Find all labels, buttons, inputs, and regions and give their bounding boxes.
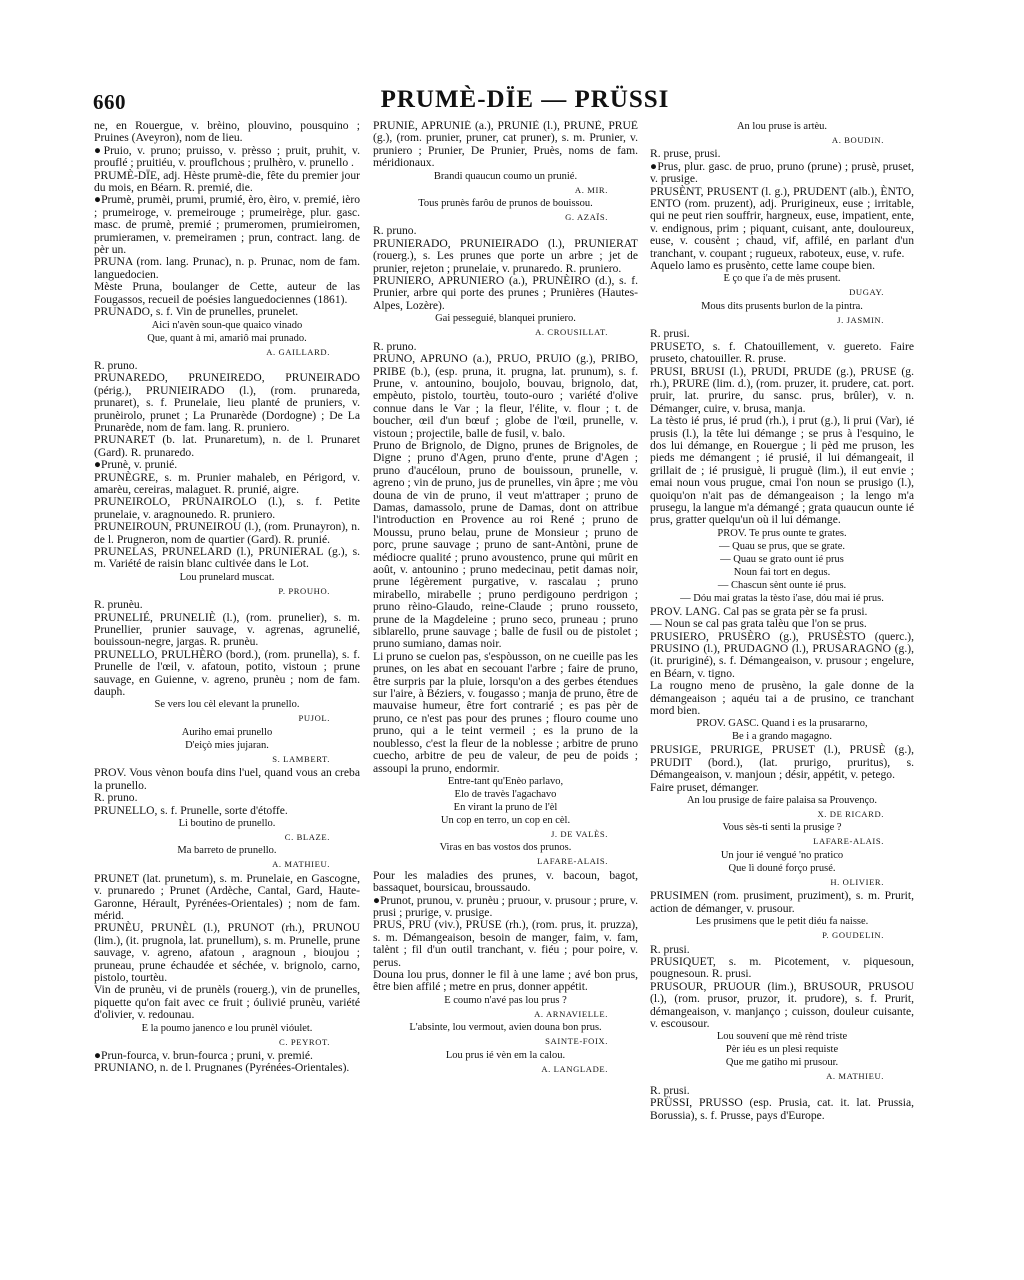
- entry-text: PRUNIANO, n. de l. Prugnanes (Pyrénées-Orientales).: [94, 1061, 350, 1075]
- quote-line: E la poumo janenco e lou prunèl vióulet.: [141, 1022, 313, 1034]
- quote-line: Tous prunès farôu de prunos de bouissou.: [418, 198, 593, 210]
- entry-text: La rougno meno de prusèno, la gale donne de la démangeaison ; aquéu tai a de prusino, ce tranchant mord bien.: [650, 679, 914, 718]
- entry-text: PRUSIMEN (rom. prusiment, pruziment), s. m. Prurit, action de démanger, v. prusour.: [650, 889, 914, 915]
- entry-text: R. prusi.: [650, 327, 690, 341]
- entry-text: PRUNIERO, APRUNIERO (a.), PRUNÈIRO (d.), s. f. Prunier, arbre qui porte des prunes ; Prunières (Hautes-Alpes, Lozère).: [373, 274, 638, 312]
- entry-text: ●Prunè, v. prunié.: [94, 458, 178, 472]
- entry-text: PRUNIERADO, PRUNIEIRADO (l.), PRUNIERAT (rouerg.), s. Les prunes que porte un arbre ; jet de prunier, rejeton ; prunelaie, v. prunaredo. R. pruniero.: [373, 236, 638, 275]
- quote-line: Que me gatiho mi prusour.: [725, 1057, 839, 1069]
- quote-line: Gai pesseguié, blanquei pruniero.: [435, 313, 576, 325]
- entry-text: PRUNADO, s. f. Vin de prunelles, prunelet.: [94, 305, 299, 319]
- quote-author: A. CROUSILLAT.: [535, 327, 608, 338]
- entry-text: R. pruno.: [94, 791, 138, 805]
- quote-line: Lou prunelard muscat.: [179, 571, 275, 583]
- entry-text: PRUNIÉ, APRUNIÉ (a.), PRUNIÈ (l.), PRUNÈ, PRUÈ (g.), (rom. prunier, pruner, cat pruner), s. m. Prunier, v. pruniero ; Prunier, De Prunier, Pruès, noms de fam. méridionaux.: [373, 120, 638, 170]
- entry-text: PRUNELLO, PRULHÈRO (bord.), (rom. prunella), s. f. Prunelle de l'œil, v. afatoun, potito, vistoun ; prune sauvage, en Guienne, v. agreno, prunèu ; nom de fam. dauph.: [94, 647, 360, 699]
- entry-text: PRUNO, APRUNO (a.), PRUO, PRUIO (g.), PRIBO, PRIBE (b.), (esp. pruna, it. prugna, lat. prunum), s. f. Prune, v. antounino, boujolo, bouvau, brignolo, dat, empèuto, pistolo, tourtèu, touto-ouro ; variété d'olive connue dans le Var ; la fleur, l'élite, v. flour ; t. de boucher, œil d'un bœuf ; globe de l'œil, prunelle, v. vistoun ; projectile, balle de fusil, v. balo.: [373, 352, 638, 440]
- quote-line: Lou prus ié vèn em la calou.: [445, 1049, 566, 1061]
- entry-text: PRUNA (rom. lang. Prunac), n. p. Prunac, nom de fam. languedocien.: [94, 255, 360, 281]
- quote-line: Que lì douné forço prusé.: [728, 862, 836, 874]
- quote-line: Un jour ié vengué 'no pratico: [720, 849, 844, 861]
- quote-line: — Dóu mai gratas la tèsto i'ase, dóu mai ié prus.: [680, 592, 884, 604]
- quote-author: P. GOUDELIN.: [822, 930, 884, 941]
- quote-line: E coumo n'avé pas lou prus ?: [444, 994, 567, 1006]
- entry-text: PRUSIERO, PRUSÈRO (g.), PRUSÈSTO (querc.), PRUSINO (l.), PRUDAGNO (l.), PRUSARAGNO (g.), (it. pruriginé), s. f. Démangeaison, v. prusour ; engelure, en Béarn, v. tigno.: [650, 629, 914, 680]
- quote-line: — Quau se grato ount ié prus: [720, 553, 844, 565]
- entry-text: Pruno de Brignolo, de Digno, prunes de Brignoles, de Digne ; pruno d'Agen, pruno d'ente, prune d'Agen ; pruno d'aucéloun, pruno de bouissoun, prunelle, v. agreno ; vin de pruno, jus de prunelles, vin âpre ; me vòu douna de vin de pruno, il veut m'attraper ; pruno de Damas, damassolo, prune de Damas, dont on attribue l'introduction en Provence au roi René ; pruno de Moussu, pruno belau, prune de Monsieur ; pruno de porc, prune sauvage ; pruno de sant-Antòni, prune de médiocre qualité ; pruno avoustenco, prune qui mûrit en août, v. antounino ; pruno medecinau, petit damas noir, prune légèrement purgative, v. rascalau ; pruno mirabello, mirabelle ; pruno perdigouno perdrigon ; pruno rèino-Glaudo, reine-Claude ; pruno rousseto, prune de la Magdeleine ; pruno seco, pruneau ; pruno siblarello, prune sauvage ; balle de fusil ou de pistolet ; pruno sumiano, damas noir.: [373, 438, 638, 651]
- entry-text: PRUNAREDO, PRUNEIREDO, PRUNEIRADO (périg.), PRUNIEIRADO (l.), (rom. prunareda, prunaret), s. f. Prunelaie, lieu planté de pruniers, v. prunèirolo, prunet ; La Prunarède (Dordogne) ; De La Prunarède, nom de fam. lang. R. pruniero.: [94, 371, 360, 434]
- entry-text: ●Prumè, prumèi, prumi, prumié, èro, èiro, v. premié, ièro ; prumeiroge, v. premeirouge ; prumeirège, plur. gasc. masc. de prumè, premié ; prumeromen, prumieiromen, prumieramen, v. premeiramen ; prun, contract. lang. de pèr un.: [94, 193, 360, 257]
- entry-text: PRUSIGE, PRURIGE, PRUSET (l.), PRUSÈ (g.), PRUDIT (bord.), (lat. prurigo, pruritus), s. Démangeaison, v. manjoun ; désir, appétit, v. petego.: [650, 743, 914, 782]
- quote-author: A. LANGLADE.: [541, 1063, 608, 1074]
- quote-line: Elo de travès l'agachavo: [454, 788, 557, 800]
- quote-author: P. PROUHO.: [278, 585, 330, 596]
- entry-text: ●Pruio, v. pruno; pruisso, v. prèsso ; pruit, pruhit, v. prouflé ; pruitiéu, v. prouflchous ; prulhèro, v. prunello .: [94, 143, 360, 170]
- entry-text: PRUSI, BRUSI (l.), PRUDI, PRUDE (g.), PRUSE (g. rh.), PRURE (lim. d.), (rom. pruzer, it. prudere, cat. port. pruir, lat. prurire, du sansc. prus, brûler), v. n. Démanger, cuire, v. brusa, manja.: [650, 364, 914, 415]
- quote-author: A. BOUDIN.: [831, 135, 884, 145]
- quote-author: SAINTE-FOIX.: [545, 1036, 608, 1047]
- quote-line: D'eiçò mies jujaran.: [185, 739, 269, 751]
- entry-text: La tèsto ié prus, ié prud (rh.), i prut (g.), li prui (Var), ié prusis (l.), la tête lui démange ; se prus à l'esquino, le dos lui démange, en Rouergue ; li pèd me pruson, les pieds me démangent ; ié prusié, il lui démangeait, il grillait de ; ié prusiguè, li pruguè (lim.), il eut envie ; emai noun vous prugue, cmai l'on noun se prusigo (l.), quoiqu'on n'ait pas de démangeaison ; la lengo m'a prusegu, la langue m'a démangé ; grata quaucun ounte ié prus, gratter quelqu'un où il lui démange.: [650, 414, 914, 527]
- entry-text: R. prusi.: [650, 942, 690, 956]
- quote-line: Lou souvení que mè rènd triste: [716, 1031, 848, 1043]
- entry-text: PRUNEIROUN, PRUNEIROU (l.), (rom. Prunayron), n. de l. Prugneron, nom de quartier (Gard). R. prunié.: [94, 520, 360, 546]
- quote-author: C. PEYROT.: [279, 1036, 330, 1047]
- entry-text: Mèste Pruna, boulanger de Cette, auteur de las Fougassos, recueil de poésies languedociennes (1861).: [94, 280, 360, 306]
- quote-author: S. LAMBERT.: [272, 753, 330, 764]
- quote-line: En virant la pruno de l'èl: [453, 801, 558, 813]
- quote-line: Li boutino de prunello.: [178, 817, 276, 829]
- quote-author: A. MIR.: [574, 184, 608, 195]
- quote-line: Pèr iéu es un plesi requiste: [725, 1044, 839, 1056]
- entry-text: PROV. Vous vènon boufa dins l'uel, quand vous an creba la prunello.: [94, 766, 360, 792]
- quote-line: Ma barreto de prunello.: [177, 845, 277, 857]
- entry-text: PRUNELLO, s. f. Prunelle, sorte d'étoffe.: [94, 803, 288, 817]
- entry-text: Li pruno se cuelon pas, s'espòusson, on ne cueille pas les prunes, on les abat en secouant l'arbre ; faire de pruno, être surpris par la pluie, lorsqu'on a des gerbes étendues sur l'aire, à Béziers, v. fougasso ; manja de pruno, être de mauvaise humeur, être fort contrarié ; es pas pèr de pruno, ce n'est pas pour des prunes ; flouro coume uno pruno, qui a le teint vermeil ; es la pruno de la noublesso, c'est la fleur de la noblesse ; arbitre de pruno cuecho, arbitre de peu de valeur, de peu de poids ; assoupi la pruno, endormir.: [373, 649, 638, 775]
- quote-author: A. GAILLARD.: [266, 346, 330, 357]
- entry-text: R. pruno.: [94, 358, 138, 372]
- entry-text: R. prusi.: [650, 1083, 690, 1097]
- quote-author: DUGAY.: [849, 287, 884, 298]
- entry-text: PRUNELIÉ, PRUNELIÈ (l.), (rom. prunelier), s. m. Prunellier, prunier sauvage, v. agrenas, agrunelié, bouissoun-negre, jargas. R. prunèu.: [94, 610, 360, 649]
- entry-text: PRUNÈGRE, s. m. Prunier mahaleb, en Périgord, v. amarèu, cereiras, malaguet. R. prunié, aigre.: [94, 470, 360, 496]
- entry-text: PRUSETO, s. f. Chatouillement, v. guereto. Faire pruseto, chatouiller. R. pruse.: [650, 339, 914, 366]
- entry-text: Douna lou prus, donner le fil à une lame ; avé bon prus, être bien affilé ; metre en prus, donner appétit.: [373, 967, 638, 994]
- entry-text: — Noun se cal pas grata talèu que l'on se prus.: [650, 617, 867, 631]
- quote-author: X. DE RICARD.: [817, 809, 884, 820]
- column-right: [650, 120, 914, 1230]
- quote-line: An lou pruse is artèu.: [736, 121, 828, 132]
- quote-author: A. ARNAVIELLE.: [534, 1008, 608, 1019]
- entry-text: PRUS, PRU (viv.), PRUSE (rh.), (rom. prus, it. pruzza), s. m. Démangeaison, besoin de manger, faim, v. fam, talènt ; fil d'un outil tranchant, v. fiéu ; pour poire, v. perus.: [373, 918, 638, 969]
- quote-author: J. JASMIN.: [837, 314, 884, 325]
- quote-author: LAFARE-ALAIS.: [537, 856, 608, 867]
- entry-text: Aquelo lamo es prusènto, cette lame coupe bien.: [650, 259, 876, 273]
- quote-line: Un cop en terro, un cop en cèl.: [440, 814, 571, 826]
- entry-text: PRUMÈ-DÏE, adj. Hèste prumè-die, fête du premier jour du mois, en Béarn. R. premié, die.: [94, 168, 360, 195]
- quote-line: Entre-tant qu'Enèo parlavo,: [447, 775, 564, 787]
- entry-text: ne, en Rouergue, v. brèino, plouvino, pousquino ; Pruines (Aveyron), nom de lieu.: [94, 120, 360, 145]
- quote-author: PUJOL.: [298, 713, 330, 724]
- quote-author: H. OLIVIER.: [830, 876, 884, 887]
- column-left: [94, 120, 360, 1230]
- entry-text: ●Prunot, prunou, v. prunèu ; pruour, v. prusour ; prure, v. prusi ; prurige, v. prusige.: [373, 893, 638, 919]
- quote-line: — Quau se prus, que se grate.: [719, 540, 845, 552]
- entry-text: PRUNELAS, PRUNELARD (l.), PRUNIERAL (g.), s. m. Variété de raisin blanc cultivée dans le Lot.: [94, 545, 360, 571]
- quote-author: J. DE VALÈS.: [550, 828, 608, 839]
- quote-line: Brandi quaucun coumo un prunié.: [433, 170, 578, 182]
- quote-line: Be i a grando magagno.: [731, 731, 832, 743]
- quote-line: — Chascun sènt ounte ié prus.: [717, 579, 847, 591]
- quote-line: Viras en bas vostos dos prunos.: [439, 842, 572, 854]
- entry-text: PRUNET (lat. prunetum), s. m. Prunelaie, en Gascogne, v. prunaredo ; Prunet (Ardèche, Cantal, Gard, Haute-Garonne, Hérault, Pyrénées-Orientales) ; nom de fam. mérid.: [94, 871, 360, 922]
- entry-text: ●Prus, plur. gasc. de pruo, pruno (prune) ; prusè, pruset, v. prusige.: [650, 159, 914, 186]
- quote-author: C. BLAZE.: [284, 831, 330, 842]
- entry-text: PRUNARET (b. lat. Prunaretum), n. de l. Prunaret (Gard). R. prunaredo.: [94, 433, 360, 459]
- entry-text: Pour les maladies des prunes, v. bacoun, bagot, bassaquet, boursicau, broussaudo.: [373, 868, 638, 895]
- quote-line: Noun fai tort en degus.: [733, 566, 831, 578]
- quote-author: LAFARE-ALAIS.: [813, 836, 884, 847]
- entry-text: PRUSOUR, PRUOUR (lim.), BRUSOUR, PRUSOU (l.), (rom. prusor, pruzor, it. prudore), s. f. Prurit, démangeaison, v. manjanço ; cuisson, douleur cuisante, v. escousour.: [650, 979, 914, 1030]
- quote-author: G. AZAÏS.: [565, 212, 608, 223]
- entry-text: PRÜSSI, PRUSSO (esp. Prusia, cat. it. lat. Prussia, Borussia), s. f. Prusse, pays d'Europe.: [650, 1096, 914, 1122]
- quote-author: A. MATHIEU.: [272, 859, 330, 870]
- entry-text: Faire pruset, démanger.: [650, 780, 759, 794]
- page-number: 660: [93, 90, 126, 114]
- entry-text: Vin de prunèu, vi de prunèls (rouerg.), vin de prunelles, piquette qu'on fait avec ce fruit ; óulivié prunèu, variété d'olivier, v. redounau.: [94, 983, 360, 1022]
- entry-text: PRUNEIROLO, PRUNAIROLO (l.), s. f. Petite prunelaie, v. aragnounedo. R. pruniero.: [94, 495, 360, 521]
- quote-line: An lou prusige de faire palaisa sa Prouvenço.: [686, 795, 878, 807]
- quote-line: Se vers lou cèl elevant la prunello.: [154, 699, 300, 711]
- entry-text: PRUNÈU, PRUNÈL (l.), PRUNOT (rh.), PRUNOU (lim.), (it. prugnola, lat. prunellum), s. m. Prunelle, prune sauvage, v. agreno, afatoun , aragnoun , bioujou ; pruneau, prune échaudée et séchée, v. brignolo, carno, pistolo, tourtèu.: [94, 921, 360, 984]
- entry-text: R. prunèu.: [94, 598, 143, 612]
- quote-line: Les prusimens que le petit diéu fa naisse.: [695, 916, 869, 928]
- entry-text: ●Prun-fourca, v. brun-fourca ; pruni, v. premié.: [94, 1049, 313, 1062]
- quote-line: E ço que i'a de mès prusent.: [723, 273, 841, 285]
- quote-line: L'absinte, lou vermout, avien douna bon prus.: [409, 1022, 602, 1034]
- quote-line: Aici n'avèn soun-que quaico vinado: [151, 319, 303, 331]
- quote-line: Mous dits prusents burlon de la pintra.: [701, 300, 863, 312]
- quote-author: A. MATHIEU.: [826, 1071, 884, 1082]
- entry-text: PROV. LANG. Cal pas se grata pèr se fa prusi.: [650, 604, 868, 618]
- quote-line: Que, quant à mi, amariô mai prunado.: [147, 332, 307, 344]
- column-middle: [373, 120, 638, 1230]
- entry-text: R. pruno.: [373, 224, 417, 238]
- quote-line: PROV. GASC. Quand i es la prusarагno,: [696, 718, 868, 730]
- quote-line: Vous sès-ti senti la prusige ?: [722, 822, 842, 834]
- entry-text: R. pruse, prusi.: [650, 147, 721, 161]
- entry-text: R. pruno.: [373, 339, 417, 353]
- quote-line: Auriho emai prunello: [181, 726, 273, 738]
- quote-line: PROV. Te prus ounte te grates.: [717, 527, 847, 539]
- entry-text: PRUSIQUET, s. m. Picotement, v. piquesoun, pougnesoun. R. prusi.: [650, 954, 914, 981]
- running-title: PRUMÈ-DÏE — PRÜSSI: [380, 86, 670, 113]
- entry-text: PRUSÈNT, PRUSENT (l. g.), PRUDENT (alb.), ÈNTO, ENTO (rom. pruzent), adj. Prurigineux, euse ; irritable, qui ne peut rien souffrir, hargneux, euse, impatient, ente, v. endignous, prim ; piquant, cuisant, ante, douloureux, euse, v. cousènt ; chaud, vif, affilé, en parlant d'un tranchant, v. coupant ; rugueux, raboteux, euse, v. rufe.: [650, 184, 914, 260]
